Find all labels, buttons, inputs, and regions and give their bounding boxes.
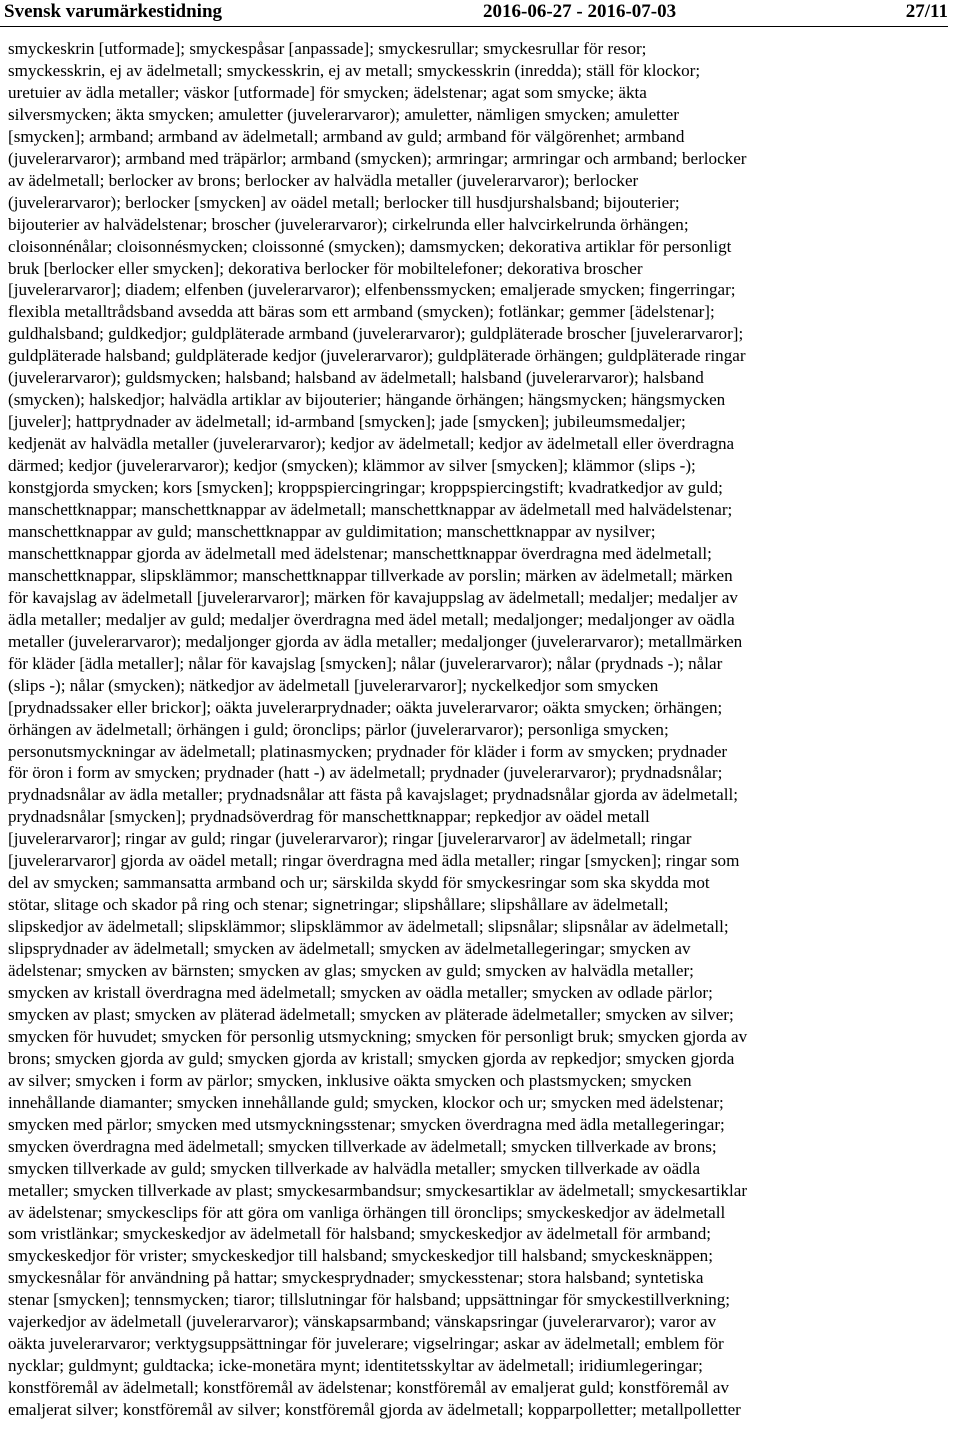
text-line: smyckeskrin [utformade]; smyckespåsar [anpassade]; smyckesrullar; smyckesrullar för resor; (8, 39, 647, 58)
text-line: guldhalsband; guldkedjor; guldpläterade armband (juvelerarvaror); guldpläterade broscher [juvelerarvaror]; (8, 324, 744, 344)
text-line: [juvelerarvaror] gjorda av oädel metall; ringar överdragna med ädla metaller; ringar [smycken]; ringar som (8, 851, 740, 871)
text-line: [juvelerarvaror]; diadem; elfenben (juvelerarvaror); elfenbenssmycken; emaljerade smycken; fingerringar; (8, 280, 736, 300)
text-line: manschettknappar gjorda av ädelmetall med ädelstenar; manschettknappar överdragna med ädelmetall; (8, 543, 712, 563)
text-line: som vristlänkar; smyckeskedjor av ädelmetall för halsband; smyckeskedjor av ädelmetall för armband; (8, 1224, 711, 1244)
text-line: ädelstenar; smycken av bärnsten; smycken av glas; smycken av guld; smycken av halvädla metaller; (8, 961, 694, 981)
text-line: bruk [berlocker eller smycken]; dekorativa berlocker för mobiltelefoner; dekorativa broscher (8, 258, 643, 278)
text-line: [prydnadssaker eller brickor]; oäkta juvelerarprydnader; oäkta juvelerarvaror; oäkta smycken; örhängen; (8, 697, 723, 717)
text-line: (juvelerarvaror); berlocker [smycken] av oädel metall; berlocker till husdjurshalsband; bijouterier; (8, 192, 680, 212)
text-line: smycken av kristall överdragna med ädelmetall; smycken av oädla metaller; smycken av odlade pärlor; (8, 982, 713, 1002)
text-line: smycken tillverkade av guld; smycken tillverkade av halvädla metaller; smycken tillverkade av oädla (8, 1158, 701, 1178)
text-line: för öron i form av smycken; prydnader (hatt -) av ädelmetall; prydnader (juvelerarvaror); prydnadsnålar; (8, 763, 723, 783)
text-line: för kläder [ädla metaller]; nålar för kavajslag [smycken]; nålar (juvelerarvaror); nålar (prydnads -); nålar (8, 653, 723, 673)
text-line: stötar, slitage och skador på ring och stenar; signetringar; slipshållare; slipshållare av ädelmetall; (8, 895, 669, 915)
text-line: ädla metaller; medaljer av guld; medaljer överdragna med ädel metall; medaljonger; medaljonger av oädla (8, 609, 735, 629)
text-line: för kavajslag av ädelmetall [juvelerarvaror]; märken för kavajuppslag av ädelmetall; medaljer; medaljer av (8, 587, 738, 607)
date-range: 2016-06-27 - 2016-07-03 (483, 1, 677, 22)
goods-list-text (8, 38, 948, 1443)
text-line: smyckesskrin, ej av ädelmetall; smyckesskrin, ej av metall; smyckesskrin (inredda); ställ för klockor; (8, 60, 701, 80)
text-line: slipskedjor av ädelmetall; slipsklämmor; slipsklämmor av ädelmetall; slipsnålar; slipsnålar av ädelmetall; (8, 917, 729, 937)
text-line: kedjenät av halvädla metaller (juvelerarvaror); kedjor av ädelmetall; kedjor av ädelmetall eller överdragna (8, 434, 735, 454)
text-line: (smycken); halskedjor; halvädla artiklar av bijouterier; hängande örhängen; hängsmycken; hängsmycken (8, 390, 726, 410)
text-line: smycken överdragna med ädelmetall; smycken tillverkade av ädelmetall; smycken tillverkade av brons; (8, 1136, 717, 1156)
text-line: smyckeskedjor för vrister; smyckeskedjor till halsband; smyckeskedjor till halsband; smyckesknäppen; (8, 1246, 713, 1266)
text-line: personutsmyckningar av ädelmetall; platinasmycken; prydnader för kläder i form av smycken; prydnader (8, 741, 728, 761)
text-line: manschettknappar; manschettknappar av ädelmetall; manschettknappar av ädelmetall med halvädelstenar; (8, 500, 733, 520)
text-line: slipsprydnader av ädelmetall; smycken av ädelmetall; smycken av ädelmetallegeringar; smycken av (8, 939, 691, 959)
text-line: smyckesnålar för användning på hattar; smyckesprydnader; smyckesstenar; stora halsband; syntetiska (8, 1268, 704, 1288)
text-line: cloisonnénålar; cloisonnésmycken; cloissonné (smycken); damsmycken; dekorativa artiklar för personligt (8, 236, 732, 256)
text-line: flexibla metalltrådsband avsedda att bäras som ett armband (smycken); fotlänkar; gemmer [ädelstenar]; (8, 302, 715, 322)
text-line: metaller; smycken tillverkade av plast; smyckesarmbandsur; smyckesartiklar av ädelmetall; smyckesartiklar (8, 1180, 748, 1200)
text-line: del av smycken; sammansatta armband och ur; särskilda skydd för smyckesringar som ska skydda mot (8, 873, 710, 893)
text-line: konstföremål av ädelmetall; konstföremål av ädelstenar; konstföremål av emaljerat guld; konstföremål av (8, 1378, 730, 1398)
text-line: uretuier av ädla metaller; väskor [utformade] för smycken; ädelstenar; agat som smycke; äkta (8, 82, 647, 102)
text-line: därmed; kedjor (juvelerarvaror); kedjor (smycken); klämmor av silver [smycken]; klämmor (slips -); (8, 456, 696, 476)
text-line: nycklar; guldmynt; guldtacka; icke-monetära mynt; identitetsskyltar av ädelmetall; iridiumlegeringar; (8, 1356, 703, 1376)
text-line: smycken för huvudet; smycken för personlig utsmyckning; smycken för personligt bruk; smycken gjorda av (8, 1026, 748, 1046)
text-line: örhängen av ädelmetall; örhängen i guld; öronclips; pärlor (juvelerarvaror); personliga smycken; (8, 719, 669, 739)
text-line: smycken med pärlor; smycken med utsmyckningsstenar; smycken överdragna med ädla metallegeringar; (8, 1114, 725, 1134)
text-line: (juvelerarvaror); armband med träpärlor; armband (smycken); armringar; armringar och armband; berlocker (8, 148, 747, 168)
text-line: emaljerat silver; konstföremål av silver; konstföremål gjorda av ädelmetall; kopparpolletter; metallpolletter (8, 1400, 741, 1420)
text-line: manschettknappar av guld; manschettknappar av guldimitation; manschettknappar av nysilver; (8, 521, 656, 541)
text-line: konstgjorda smycken; kors [smycken]; kroppspiercingringar; kroppspiercingstift; kvadratkedjor av guld; (8, 478, 723, 498)
page-header (0, 0, 948, 27)
text-line: (slips -); nålar (smycken); nätkedjor av ädelmetall [juvelerarvaror]; nyckelkedjor som smycken (8, 675, 659, 695)
text-line: bijouterier av halvädelstenar; broscher (juvelerarvaror); cirkelrunda eller halvcirkelrunda örhängen; (8, 214, 689, 234)
text-line: stenar [smycken]; tennsmycken; tiaror; tillslutningar för halsband; uppsättningar för smyckestillverkning; (8, 1290, 731, 1310)
text-line: manschettknappar, slipsklämmor; manschettknappar tillverkade av porslin; märken av ädelmetall; märken (8, 565, 733, 585)
text-line: [juvelerarvaror]; ringar av guld; ringar (juvelerarvaror); ringar [juvelerarvaror] av ädelmetall; ringar (8, 829, 692, 849)
page-number: 27/11 (905, 1, 948, 22)
publication-title: Svensk varumärkestidning (4, 1, 223, 22)
text-line: [juveler]; hattprydnader av ädelmetall; id-armband [smycken]; jade [smycken]; jubileumsmedaljer; (8, 412, 686, 432)
text-line: oäkta juvelerarvaror; verktygsuppsättningar för juvelerare; vigselringar; askar av ädelmetall; emblem för (8, 1334, 724, 1354)
text-line: guldpläterade halsband; guldpläterade kedjor (juvelerarvaror); guldpläterade örhängen; guldpläterade ringar (8, 346, 746, 366)
text-line: av ädelmetall; berlocker av brons; berlocker av halvädla metaller (juvelerarvaror); berlocker (8, 170, 639, 190)
text-line: metaller (juvelerarvaror); medaljonger gjorda av ädla metaller; medaljonger (juvelerarvaror); metallmärken (8, 631, 743, 651)
text-line: prydnadsnålar [smycken]; prydnadsöverdrag för manschettknappar; repkedjor av oädel metall (8, 807, 650, 827)
text-line: innehållande diamanter; smycken innehållande guld; smycken, klockor och ur; smycken med ädelstenar; (8, 1092, 724, 1112)
text-line: av silver; smycken i form av pärlor; smycken, inklusive oäkta smycken och plastsmycken; smycken (8, 1070, 692, 1090)
text-line: (juvelerarvaror); guldsmycken; halsband; halsband av ädelmetall; halsband (juvelerarvaror); halsband (8, 368, 704, 388)
text-line: prydnadsnålar av ädla metaller; prydnadsnålar att fästa på kavajslaget; prydnadsnålar gjorda av ädelmetall; (8, 785, 738, 805)
text-line: silversmycken; äkta smycken; amuletter (juvelerarvaror); amuletter, nämligen smycken; amuletter (8, 104, 679, 124)
text-line: vajerkedjor av ädelmetall (juvelerarvaror); vänskapsarmband; vänskapsringar (juvelerarvaror); varor av (8, 1312, 717, 1332)
text-line: smycken av plast; smycken av pläterad ädelmetall; smycken av pläterade ädelmetaller; smycken av silver; (8, 1004, 734, 1024)
text-line: brons; smycken gjorda av guld; smycken gjorda av kristall; smycken gjorda av repkedjor; smycken gjorda (8, 1048, 735, 1068)
text-line: av ädelstenar; smyckesclips för att göra om vanliga örhängen till öronclips; smyckeskedjor av ädelmetall (8, 1202, 726, 1222)
text-line: [smycken]; armband; armband av ädelmetall; armband av guld; armband för välgörenhet; armband (8, 126, 685, 146)
